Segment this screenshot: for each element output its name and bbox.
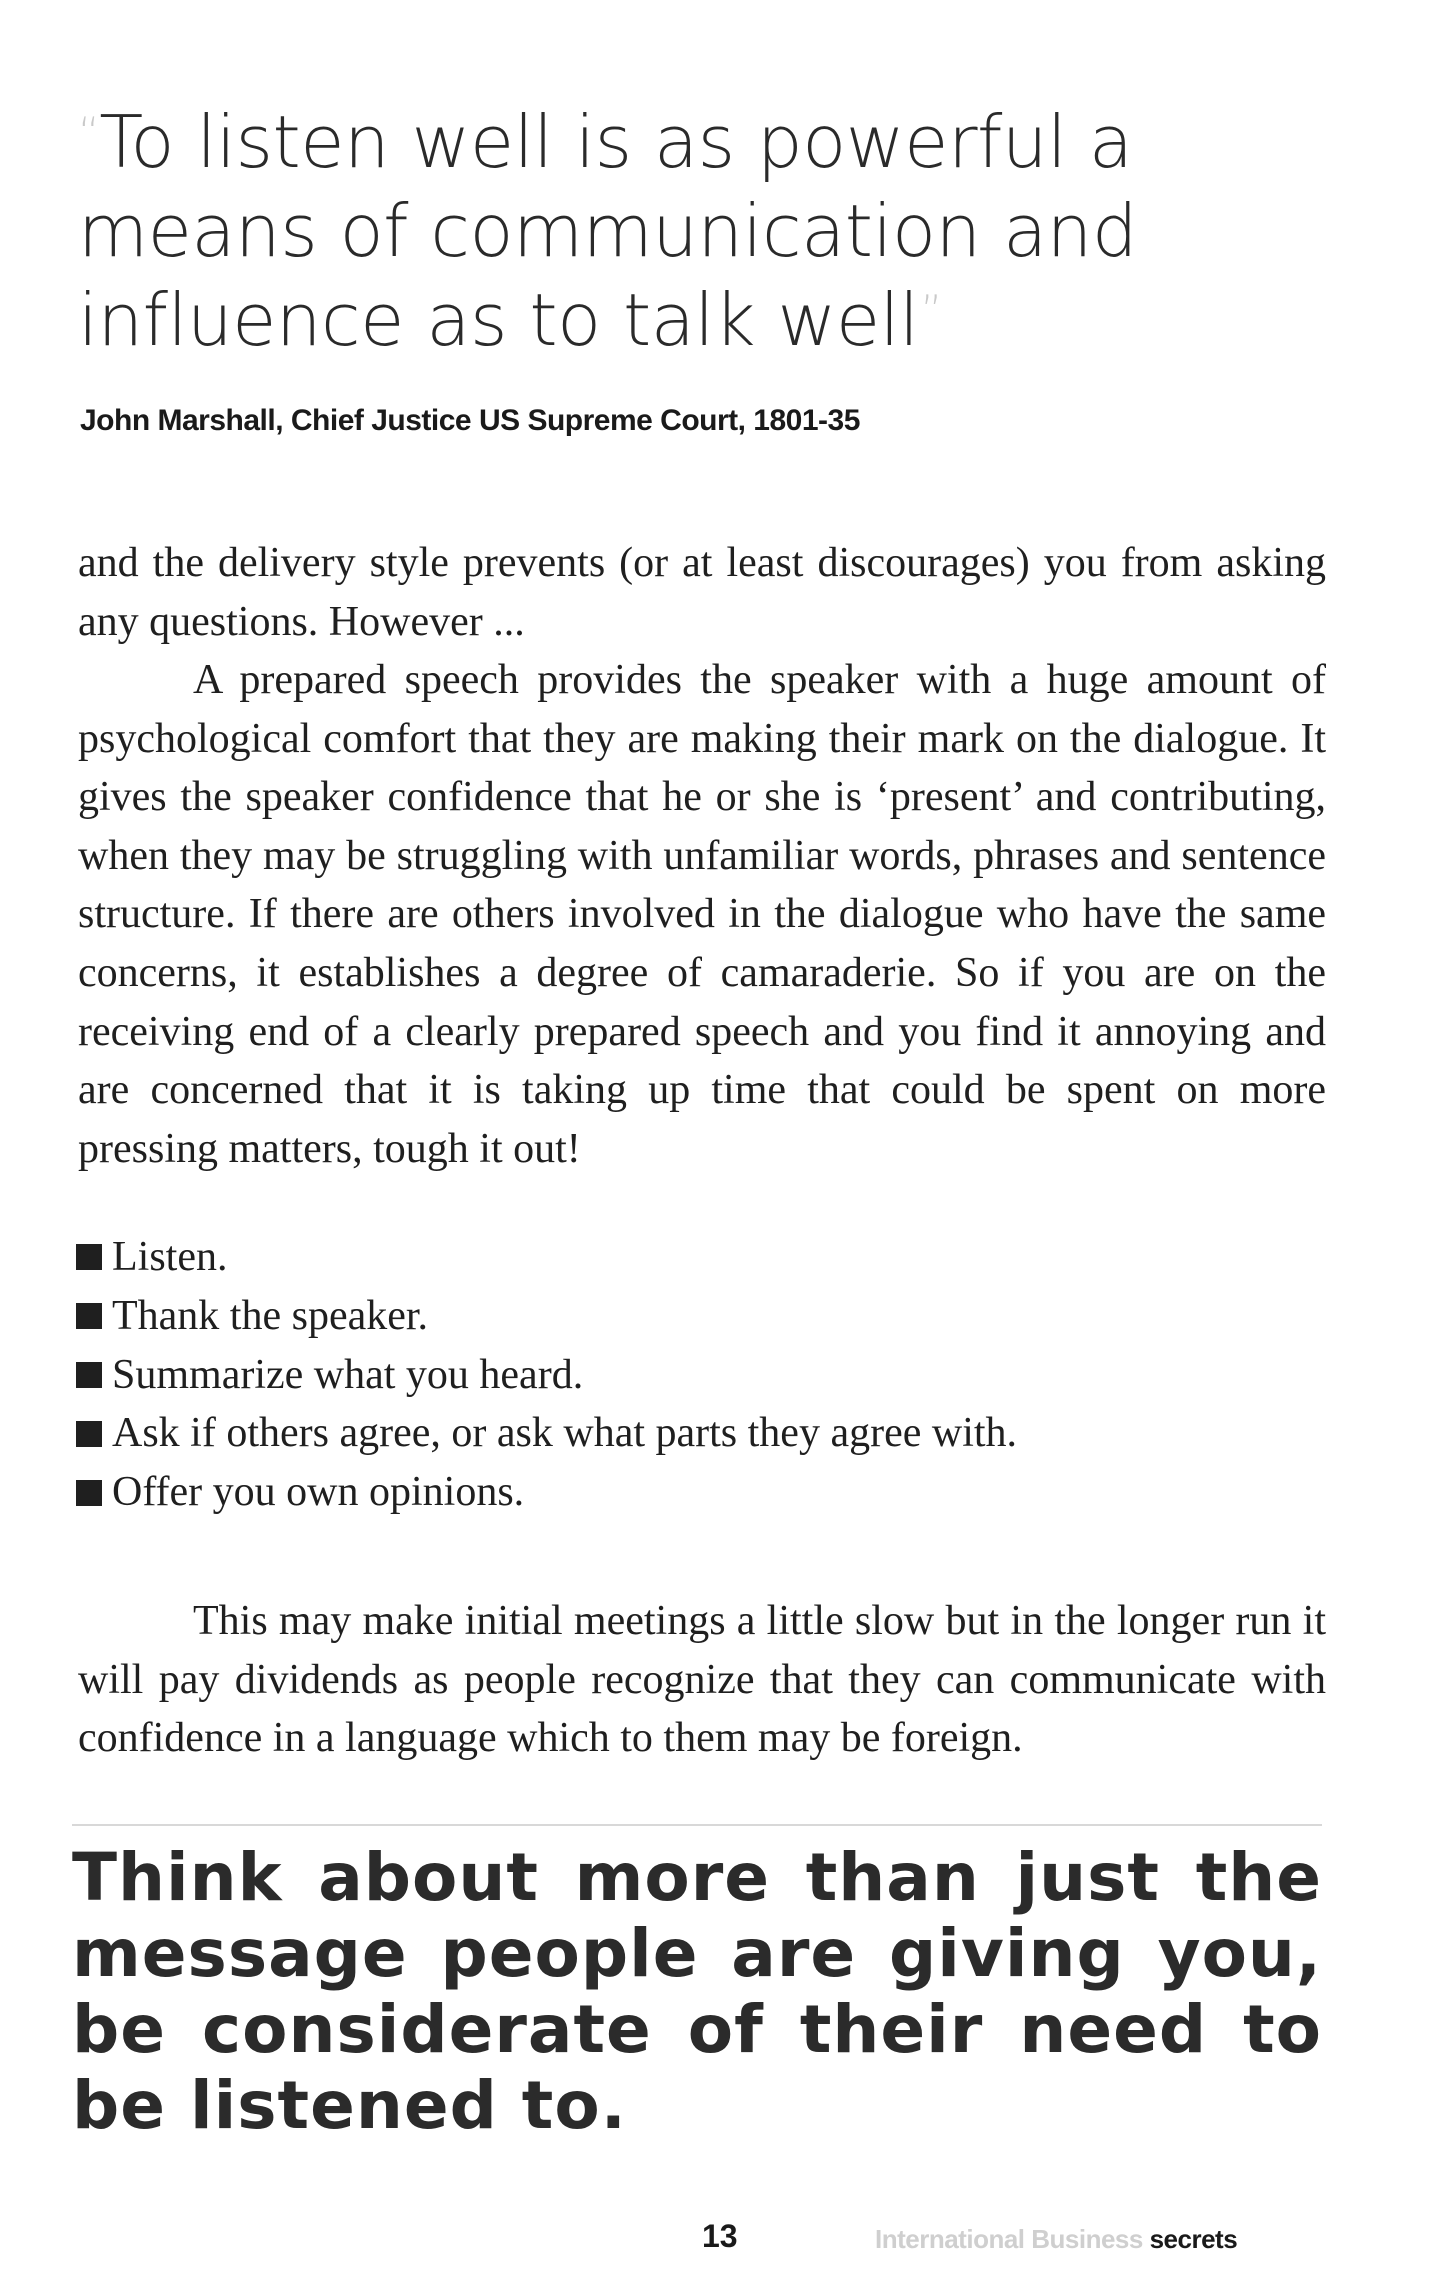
list-item (76, 1346, 1017, 1405)
list-item-text: Listen. (112, 1234, 228, 1280)
pull-quote-text: To listen well is as powerful a means of communication and influence as to talk well (78, 100, 1138, 362)
close-quote-mark: ” (920, 286, 942, 335)
list-item (76, 1228, 1017, 1287)
list-item (76, 1463, 1017, 1522)
page-number: 13 (702, 2218, 738, 2254)
open-quote-mark: “ (78, 108, 100, 157)
body-paragraph-2: A prepared speech provides the speaker with a huge amount of psychological comfort that they are making their mark on the dialogue. It gives the speaker confidence that he or she is ‘present’ and contributing, when they may be struggling with unfamiliar words, phrases and sentence structure. If there are others involved in the dialogue who have the same concerns, it establishes a degree of camaraderie. So if you are on the receiving end of a clearly prepared speech and you find it annoying and are concerned that it is taking up time that could be spent on more pressing matters, tough it out! (78, 657, 1326, 1172)
list-item-text: Summarize what you heard. (112, 1351, 584, 1398)
square-bullet-icon (76, 1244, 102, 1270)
footer-brand-light: International Business (875, 2224, 1143, 2254)
body-paragraph-1: and the delivery style prevents (or at least discourages) you from asking any questions. However ... (78, 540, 1326, 645)
list-item (76, 1287, 1017, 1346)
square-bullet-icon (76, 1480, 102, 1506)
bullet-list (76, 1228, 1017, 1522)
callout-divider (72, 1824, 1322, 1826)
list-item-text: Ask if others agree, or ask what parts they agree with. (112, 1410, 1018, 1457)
square-bullet-icon (76, 1421, 102, 1447)
square-bullet-icon (76, 1303, 102, 1329)
callout-text: Think about more than just the message people are giving you, be considerate of their need to be listened to. (72, 1839, 1322, 2144)
quote-attribution: John Marshall, Chief Justice US Supreme Court, 1801-35 (80, 404, 860, 437)
pull-quote (78, 98, 1278, 365)
square-bullet-icon (76, 1362, 102, 1388)
footer-brand-dark: secrets (1149, 2224, 1238, 2254)
list-item-text: Offer you own opinions. (112, 1469, 525, 1516)
footer-brand (875, 2224, 1237, 2255)
list-item (76, 1404, 1017, 1463)
body-paragraph-3: This may make initial meetings a little slow but in the longer run it will pay dividends as people recognize that they can communicate with confidence in a language which to them may be foreign. (78, 1598, 1326, 1762)
list-item-text: Thank the speaker. (112, 1292, 429, 1339)
